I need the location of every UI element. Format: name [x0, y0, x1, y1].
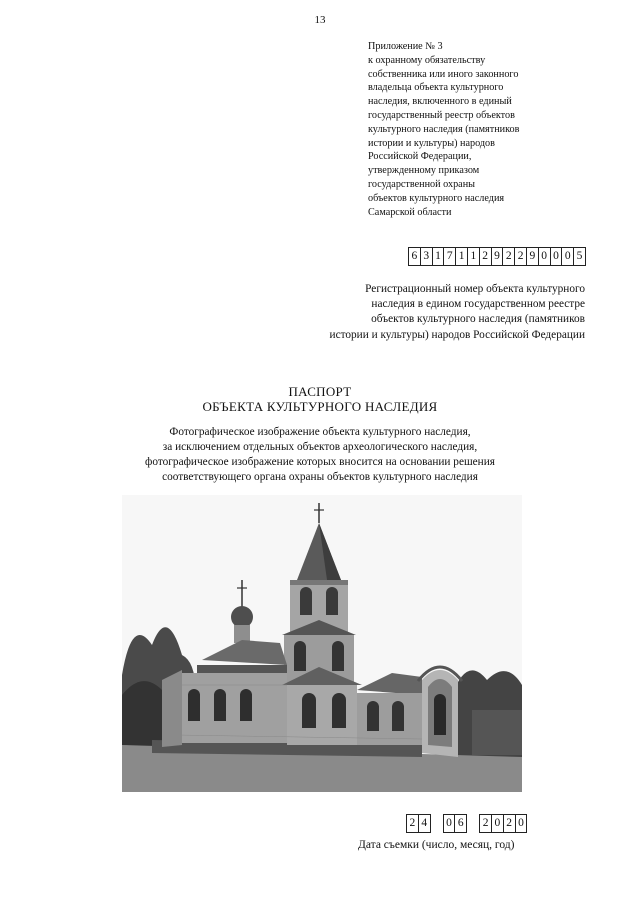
title-line: ПАСПОРТ: [288, 384, 352, 399]
photo-caption-line: фотографическое изображение которых вносится на основании решения: [145, 456, 495, 468]
appendix-line: к охранному обязательству: [368, 54, 486, 66]
date-digit: 6: [455, 814, 467, 833]
registration-digit: 1: [456, 247, 468, 266]
shooting-date-boxes: [406, 814, 527, 833]
date-digit: 2: [480, 814, 492, 833]
document-title: [0, 384, 640, 414]
appendix-line: Самарской области: [368, 206, 452, 218]
registration-digit: 1: [433, 247, 445, 266]
date-digit: 4: [419, 814, 431, 833]
registration-digit: 2: [480, 247, 492, 266]
registration-digit: 6: [409, 247, 421, 266]
date-digit: 2: [407, 814, 419, 833]
title-line: ОБЪЕКТА КУЛЬТУРНОГО НАСЛЕДИЯ: [202, 399, 438, 414]
registration-digit: 0: [539, 247, 551, 266]
appendix-line: объектов культурного наследия: [368, 192, 505, 204]
registration-digit: 0: [562, 247, 574, 266]
registration-digit: 2: [515, 247, 527, 266]
registration-digit: 2: [503, 247, 515, 266]
date-digit: 0: [516, 814, 528, 833]
church-photo: [122, 495, 522, 792]
date-year: [479, 814, 527, 833]
shooting-date-caption: Дата съемки (число, месяц, год): [358, 839, 515, 851]
photo-caption-line: соответствующего органа охраны объектов культурного наследия: [162, 471, 478, 483]
registration-digit: 1: [468, 247, 480, 266]
registration-caption-line: Регистрационный номер объекта культурного: [365, 283, 585, 295]
appendix-line: культурного наследия (памятников: [368, 123, 520, 135]
registration-digit: 5: [574, 247, 586, 266]
photo-caption-line: за исключением отдельных объектов археологического наследия,: [162, 441, 478, 453]
registration-digit: 9: [492, 247, 504, 266]
registration-number-boxes: [408, 247, 586, 266]
date-digit: 2: [504, 814, 516, 833]
registration-caption-line: объектов культурного наследия (памятников: [371, 313, 585, 326]
registration-digit: 0: [551, 247, 563, 266]
appendix-line: наследия, включенного в единый: [368, 96, 512, 108]
date-digit: 0: [444, 814, 456, 833]
registration-caption-line: наследия в едином государственном реестре: [371, 298, 585, 311]
appendix-line: истории и культуры) народов: [368, 137, 495, 149]
appendix-line: владельца объекта культурного: [368, 82, 504, 94]
appendix-block: [368, 40, 618, 219]
date-month: [443, 814, 468, 833]
page-number: 13: [314, 14, 326, 26]
appendix-line: Приложение № 3: [368, 41, 443, 52]
appendix-line: государственной охраны: [368, 178, 475, 190]
appendix-line: собственника или иного законного: [368, 68, 519, 80]
registration-digit: 9: [527, 247, 539, 266]
registration-digit: 3: [421, 247, 433, 266]
date-digit: 0: [492, 814, 504, 833]
photo-caption-line: Фотографическое изображение объекта культурного наследия,: [169, 426, 471, 438]
appendix-line: Российской Федерации,: [368, 151, 472, 163]
registration-digit: 7: [444, 247, 456, 266]
appendix-line: утвержденному приказом: [368, 165, 480, 177]
appendix-line: государственный реестр объектов: [368, 109, 515, 121]
photo-caption: [0, 425, 640, 485]
registration-caption-line: истории и культуры) народов Российской Федерации: [329, 328, 585, 341]
registration-caption: [255, 282, 585, 343]
date-day: [406, 814, 431, 833]
